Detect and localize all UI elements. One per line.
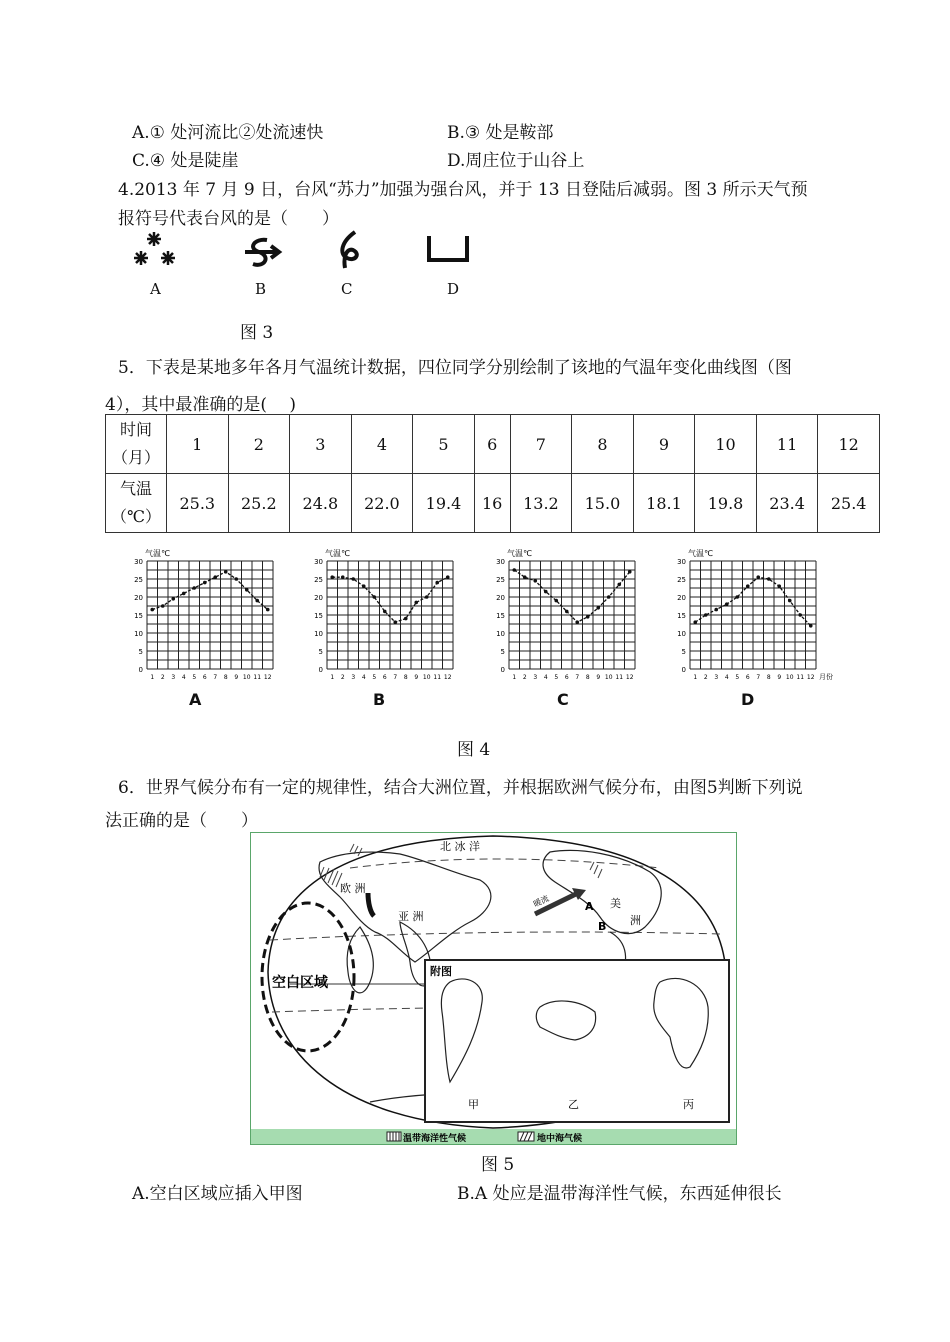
temperature-table xyxy=(105,414,880,533)
x-tick-label: 9 xyxy=(777,674,782,681)
data-point xyxy=(446,575,450,579)
data-point xyxy=(351,577,355,581)
x-tick-label: 12 xyxy=(443,674,452,681)
x-tick-label: 5 xyxy=(192,674,197,681)
y-tick-label: 25 xyxy=(496,576,505,584)
x-tick-label: 9 xyxy=(596,674,601,681)
y-tick-label: 30 xyxy=(314,558,323,566)
chart-ylabel: 气温℃ xyxy=(325,549,350,558)
y-tick-label: 25 xyxy=(134,576,143,584)
data-point xyxy=(224,570,228,574)
y-tick-label: 20 xyxy=(496,594,505,602)
y-tick-label: 5 xyxy=(681,648,686,656)
world-climate-map xyxy=(250,832,737,1145)
data-point xyxy=(435,581,439,585)
data-point xyxy=(607,595,611,599)
inset-label-yi: 乙 xyxy=(568,1098,579,1111)
temp-cell: 13.2 xyxy=(510,474,572,533)
point-b: B xyxy=(598,920,607,933)
x-tick-label: 2 xyxy=(703,674,708,681)
month-cell: 3 xyxy=(290,415,352,474)
europe-label: 欧 洲 xyxy=(340,882,366,895)
data-point xyxy=(809,624,813,628)
blank-region-label: 空白区域 xyxy=(272,975,328,991)
data-point xyxy=(704,613,708,617)
temp-cell: 16 xyxy=(474,474,510,533)
x-tick-label: 6 xyxy=(382,674,387,681)
point-a: A xyxy=(585,900,594,913)
x-tick-label: 2 xyxy=(340,674,345,681)
x-tick-label: 3 xyxy=(351,674,356,681)
x-tick-label: 9 xyxy=(234,674,239,681)
q3-option-d: D.周庄位于山谷上 xyxy=(447,151,585,171)
ocean-label: 北 冰 洋 xyxy=(440,840,480,853)
table-row-month xyxy=(106,415,880,474)
asia-label: 亚 洲 xyxy=(398,910,424,923)
current-label: 暖流 xyxy=(532,893,551,909)
temp-cell: 23.4 xyxy=(756,474,818,533)
data-point xyxy=(628,570,632,574)
data-point xyxy=(735,595,739,599)
data-point xyxy=(777,584,781,588)
x-tick-label: 9 xyxy=(414,674,419,681)
data-point xyxy=(330,575,334,579)
y-tick-label: 15 xyxy=(496,612,505,620)
month-cell: 10 xyxy=(695,415,757,474)
data-point xyxy=(693,620,697,624)
q5-stem-line2: 4），其中最准确的是( ) xyxy=(105,395,296,415)
temp-cell: 25.2 xyxy=(228,474,290,533)
q6-option-a: A.空白区域应插入甲图 xyxy=(132,1184,303,1204)
temp-header-text: 气温 xyxy=(119,479,152,498)
data-point xyxy=(255,599,259,603)
data-point xyxy=(213,575,217,579)
data-point xyxy=(554,599,558,603)
x-tick-label: 8 xyxy=(766,674,771,681)
y-tick-label: 20 xyxy=(314,594,323,602)
data-point xyxy=(362,584,366,588)
figure-3-caption: 图 3 xyxy=(240,323,274,343)
y-tick-label: 0 xyxy=(681,666,686,674)
month-header-unit: （月） xyxy=(111,448,160,467)
q3-option-a: A.① 处河流比②处流速快 xyxy=(132,123,324,143)
data-point xyxy=(512,568,516,572)
data-point xyxy=(341,575,345,579)
data-point xyxy=(203,581,207,585)
data-point xyxy=(533,579,537,583)
y-tick-label: 0 xyxy=(318,666,323,674)
x-tick-label: 6 xyxy=(564,674,569,681)
x-tick-label: 1 xyxy=(512,674,517,681)
y-tick-label: 30 xyxy=(134,558,143,566)
y-tick-label: 15 xyxy=(677,612,686,620)
legend-label-2: 地中海气候 xyxy=(537,1134,583,1144)
month-cell: 7 xyxy=(510,415,572,474)
y-tick-label: 5 xyxy=(500,648,505,656)
month-header xyxy=(106,415,167,474)
chart-letter-c: C xyxy=(557,690,569,709)
x-tick-label: 12 xyxy=(806,674,815,681)
chart-d xyxy=(668,545,868,685)
data-point xyxy=(714,608,718,612)
temp-cell: 22.0 xyxy=(351,474,413,533)
x-tick-label: 3 xyxy=(714,674,719,681)
x-tick-label: 3 xyxy=(171,674,176,681)
data-point xyxy=(767,577,771,581)
x-tick-label: 11 xyxy=(615,674,624,681)
x-tick-label: 4 xyxy=(181,674,186,681)
x-tick-label: 8 xyxy=(223,674,228,681)
y-tick-label: 25 xyxy=(677,576,686,584)
temp-cell: 24.8 xyxy=(290,474,352,533)
data-point xyxy=(234,577,238,581)
data-point xyxy=(245,588,249,592)
symbol-d-icon xyxy=(429,236,467,260)
table-row-temp xyxy=(106,474,880,533)
chart-letter-a: A xyxy=(189,690,202,709)
y-tick-label: 5 xyxy=(138,648,143,656)
month-cell: 12 xyxy=(818,415,880,474)
y-tick-label: 30 xyxy=(677,558,686,566)
temp-header-unit: （℃） xyxy=(111,507,161,526)
x-tick-label: 7 xyxy=(575,674,580,681)
x-tick-label: 12 xyxy=(263,674,272,681)
chart-ylabel: 气温℃ xyxy=(688,549,713,558)
y-tick-label: 10 xyxy=(314,630,323,638)
data-point xyxy=(182,592,186,596)
x-tick-label: 2 xyxy=(522,674,527,681)
y-tick-label: 10 xyxy=(677,630,686,638)
america-label: 美 xyxy=(610,897,621,910)
data-point xyxy=(798,613,802,617)
symbol-label-a: A xyxy=(150,280,161,298)
temp-cell: 19.4 xyxy=(413,474,475,533)
chart-ylabel: 气温℃ xyxy=(145,549,170,558)
data-point xyxy=(266,608,270,612)
chart-b xyxy=(305,545,465,685)
temp-cell: 18.1 xyxy=(633,474,695,533)
y-tick-label: 10 xyxy=(496,630,505,638)
temp-header xyxy=(106,474,167,533)
x-tick-label: 3 xyxy=(533,674,538,681)
q3-option-c: C.④ 处是陡崖 xyxy=(132,151,239,171)
data-point xyxy=(150,608,154,612)
month-cell: 11 xyxy=(756,415,818,474)
q3-option-b: B.③ 处是鞍部 xyxy=(447,123,554,143)
data-point xyxy=(414,601,418,605)
x-tick-label: 11 xyxy=(433,674,442,681)
x-tick-label: 4 xyxy=(724,674,729,681)
q6-option-b: B.A 处应是温带海洋性气候，东西延伸很长 xyxy=(457,1184,782,1204)
chart-letter-d: D xyxy=(741,690,755,709)
month-cell: 1 xyxy=(167,415,229,474)
data-point xyxy=(756,575,760,579)
temp-cell: 15.0 xyxy=(572,474,634,533)
y-tick-label: 15 xyxy=(314,612,323,620)
chart-a xyxy=(125,545,285,685)
month-cell: 2 xyxy=(228,415,290,474)
y-tick-label: 30 xyxy=(496,558,505,566)
y-tick-label: 25 xyxy=(314,576,323,584)
q6-stem-line1: 6．世界气候分布有一定的规律性，结合大洲位置，并根据欧洲气候分布，由图5判断下列说 xyxy=(118,778,803,798)
america-label-2: 洲 xyxy=(630,914,641,927)
legend-bar xyxy=(251,1129,736,1144)
y-tick-label: 20 xyxy=(134,594,143,602)
chart-c xyxy=(487,545,647,685)
data-point xyxy=(596,606,600,610)
q4-stem-line2: 报符号代表台风的是（ ） xyxy=(118,209,339,229)
x-tick-label: 1 xyxy=(693,674,698,681)
symbol-b-icon xyxy=(245,240,279,265)
y-tick-label: 15 xyxy=(134,612,143,620)
x-tick-label: 1 xyxy=(330,674,335,681)
data-point xyxy=(523,575,527,579)
data-point xyxy=(192,586,196,590)
x-tick-label: 10 xyxy=(422,674,431,681)
month-cell: 6 xyxy=(474,415,510,474)
q6-stem-line2: 法正确的是（ ） xyxy=(105,811,258,831)
x-tick-label: 1 xyxy=(150,674,155,681)
temp-cell: 25.4 xyxy=(818,474,880,533)
q5-stem-line1: 5．下表是某地多年各月气温统计数据，四位同学分别绘制了该地的气温年变化曲线图（图 xyxy=(118,358,792,378)
y-tick-label: 0 xyxy=(500,666,505,674)
data-point xyxy=(425,595,429,599)
chart-ylabel: 气温℃ xyxy=(507,549,532,558)
x-tick-label: 5 xyxy=(372,674,377,681)
y-tick-label: 20 xyxy=(677,594,686,602)
snow-symbol-icon xyxy=(134,232,175,265)
temp-cell: 25.3 xyxy=(167,474,229,533)
x-tick-label: 7 xyxy=(213,674,218,681)
x-tick-label: 6 xyxy=(202,674,207,681)
legend-label-1: 温带海洋性气候 xyxy=(403,1134,467,1144)
y-tick-label: 10 xyxy=(134,630,143,638)
figure-4-caption: 图 4 xyxy=(457,740,491,760)
x-tick-label: 10 xyxy=(785,674,794,681)
data-point xyxy=(575,620,579,624)
x-tick-label: 4 xyxy=(361,674,366,681)
weather-symbols xyxy=(125,228,485,273)
x-tick-label: 10 xyxy=(604,674,613,681)
inset-label-bing: 丙 xyxy=(683,1098,694,1111)
data-point xyxy=(383,610,387,614)
x-tick-label: 5 xyxy=(735,674,740,681)
x-tick-label: 4 xyxy=(543,674,548,681)
typhoon-symbol-icon xyxy=(342,232,356,268)
x-tick-label: 11 xyxy=(796,674,805,681)
x-tick-label: 7 xyxy=(756,674,761,681)
data-point xyxy=(565,610,569,614)
month-cell: 4 xyxy=(351,415,413,474)
month-header-text: 时间 xyxy=(119,420,152,439)
month-cell: 5 xyxy=(413,415,475,474)
y-tick-label: 5 xyxy=(318,648,323,656)
x-tick-label: 8 xyxy=(585,674,590,681)
data-point xyxy=(725,602,729,606)
x-tick-label: 7 xyxy=(393,674,398,681)
x-axis-label: 月份 xyxy=(819,673,833,681)
symbol-label-d: D xyxy=(447,280,460,298)
x-tick-label: 5 xyxy=(554,674,559,681)
inset-label-jia: 甲 xyxy=(468,1098,479,1111)
x-tick-label: 6 xyxy=(745,674,750,681)
data-point xyxy=(746,584,750,588)
month-cell: 9 xyxy=(633,415,695,474)
month-cell: 8 xyxy=(572,415,634,474)
data-point xyxy=(393,620,397,624)
q4-stem-line1: 4.2013 年 7 月 9 日，台风“苏力”加强为强台风，并于 13 日登陆后减弱。图 3 所示天气预 xyxy=(118,180,808,200)
symbol-label-b: B xyxy=(255,280,267,298)
data-point xyxy=(586,615,590,619)
x-tick-label: 2 xyxy=(160,674,165,681)
data-point xyxy=(171,597,175,601)
y-tick-label: 0 xyxy=(138,666,143,674)
data-point xyxy=(372,595,376,599)
data-point xyxy=(617,583,621,587)
x-tick-label: 10 xyxy=(242,674,251,681)
x-tick-label: 12 xyxy=(625,674,634,681)
data-point xyxy=(788,599,792,603)
x-tick-label: 8 xyxy=(403,674,408,681)
inset-title: 附图 xyxy=(430,965,452,978)
x-tick-label: 11 xyxy=(253,674,262,681)
data-point xyxy=(404,617,408,621)
data-point xyxy=(161,604,165,608)
symbol-label-c: C xyxy=(341,280,353,298)
data-point xyxy=(544,590,548,594)
chart-letter-b: B xyxy=(373,690,386,709)
temp-cell: 19.8 xyxy=(695,474,757,533)
figure-5-caption: 图 5 xyxy=(481,1155,515,1175)
